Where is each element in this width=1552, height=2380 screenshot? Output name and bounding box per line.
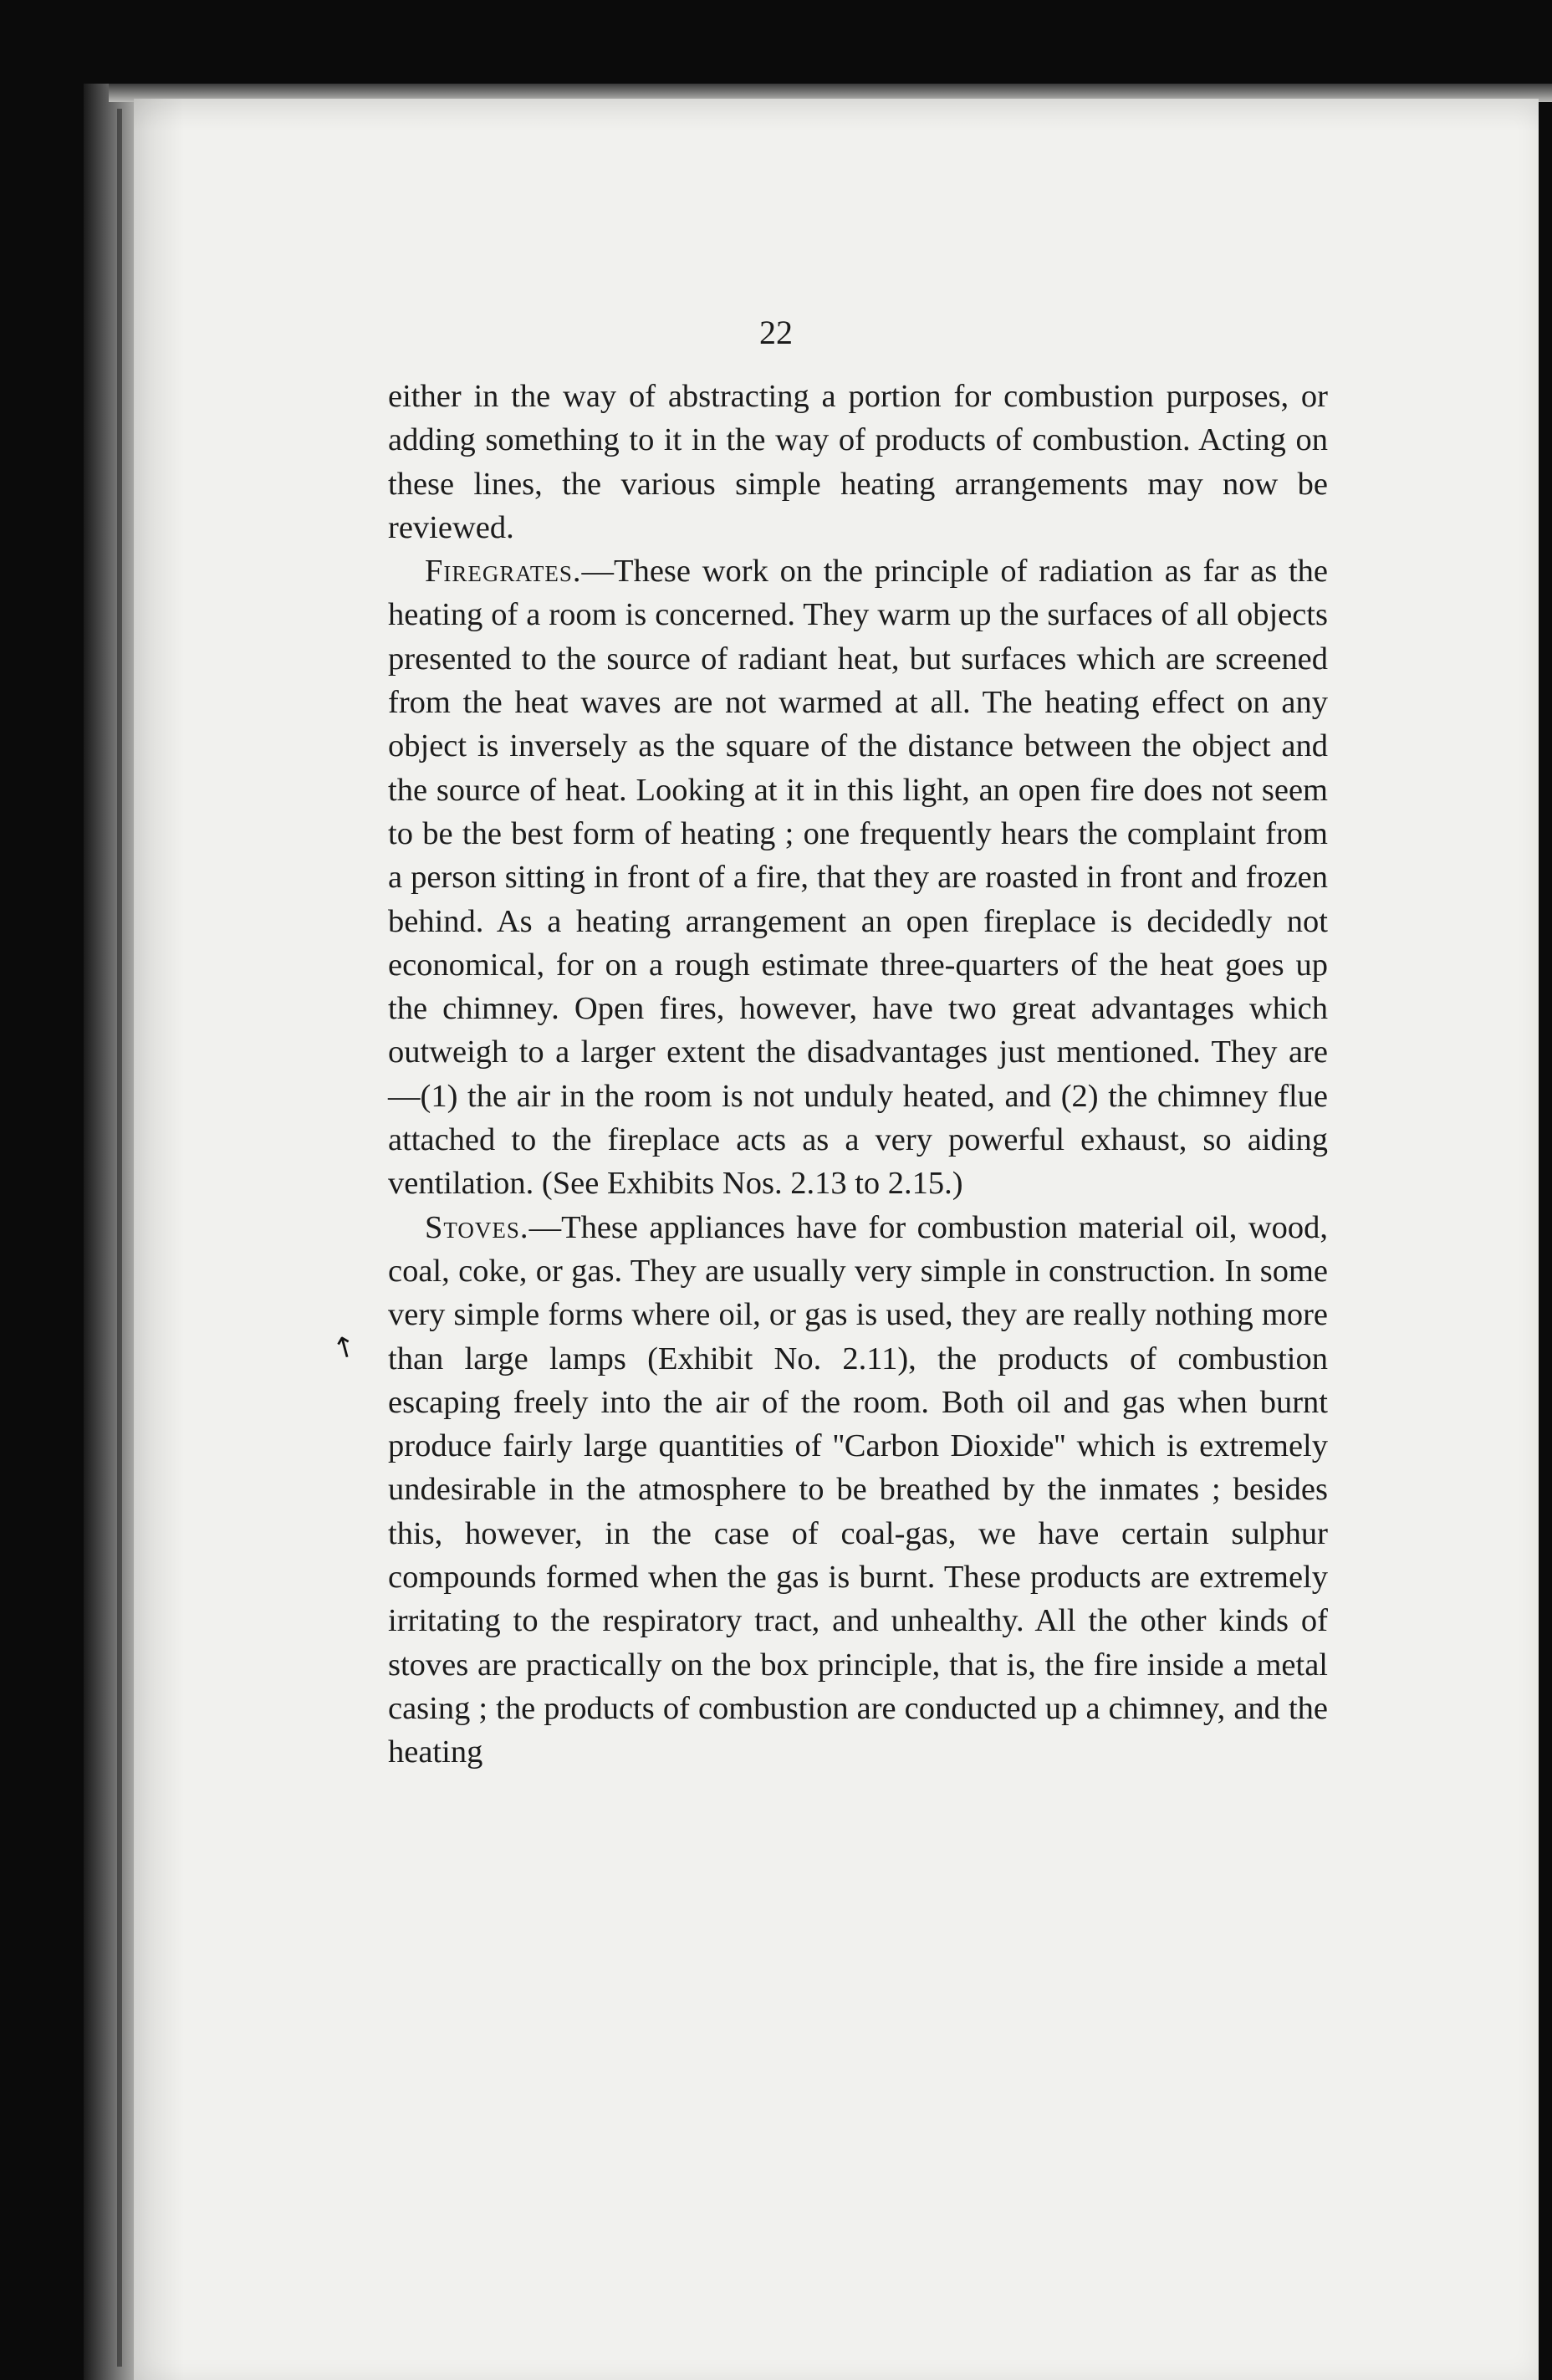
body-text — [388, 375, 1328, 1775]
paragraph-text: —These appliances have for combustion material oil, wood, coal, coke, or gas. They are usually very simple in construction. In some very simple forms where oil, or gas is used, they are really nothing more than large lamps (Exhibit No. 2.11), the products of combustion escaping freely into the air of the room. Both oil and gas when burnt produce fairly large quantities of ''Carbon Dioxide'' which is extremely undesirable in the atmosphere to be breathed by the inmates ; besides this, however, in the case of coal-gas, we have certain sulphur compounds formed when the gas is burnt. These products are extremely irritating to the respiratory tract, and unhealthy. All the other kinds of stoves are practically on the box principle, that is, the fire inside a metal casing ; the products of combustion are conducted up a chimney, and the heating — [388, 1209, 1328, 1770]
paragraph-firegrates — [388, 549, 1328, 1205]
paragraph-stoves — [388, 1206, 1328, 1775]
section-heading-stoves: Stoves. — [425, 1209, 529, 1245]
paragraph-text: —These work on the principle of radiation as far as the heating of a room is concerned. They warm up the surfaces of all objects presented to the source of radiant heat, but surfaces which are screened from the heat waves are not warmed at all. The heating effect on any object is inversely as the square of the distance between the object and the source of heat. Looking at it in this light, an open fire does not seem to be the best form of heating ; one frequently hears the complaint from a person sitting in front of a fire, that they are roasted in front and frozen behind. As a heating arrangement an open fireplace is decidedly not economical, for on a rough estimate three-quarters of the heat goes up the chimney. Open fires, however, have two great advantages which outweigh to a larger extent the disadvantages just mentioned. They are —(1) the air in the room is not unduly heated, and (2) the chimney flue attached to the fireplace acts as a very powerful exhaust, so aiding ventilation. (See Exhibits Nos. 2.13 to 2.15.) — [388, 554, 1328, 1202]
paragraph-continuation — [388, 375, 1328, 549]
page-number: 22 — [759, 314, 793, 351]
handwritten-margin-mark: ↑ — [329, 1328, 361, 1368]
paragraph-text: either in the way of abstracting a portion for combustion purposes, or adding something to it in the way of products of combustion. Acting on these lines, the various simple heating arrangements may now be reviewed. — [388, 379, 1328, 545]
binding-shadow-line — [117, 109, 122, 2367]
section-heading-firegrates: Firegrates. — [425, 554, 582, 590]
